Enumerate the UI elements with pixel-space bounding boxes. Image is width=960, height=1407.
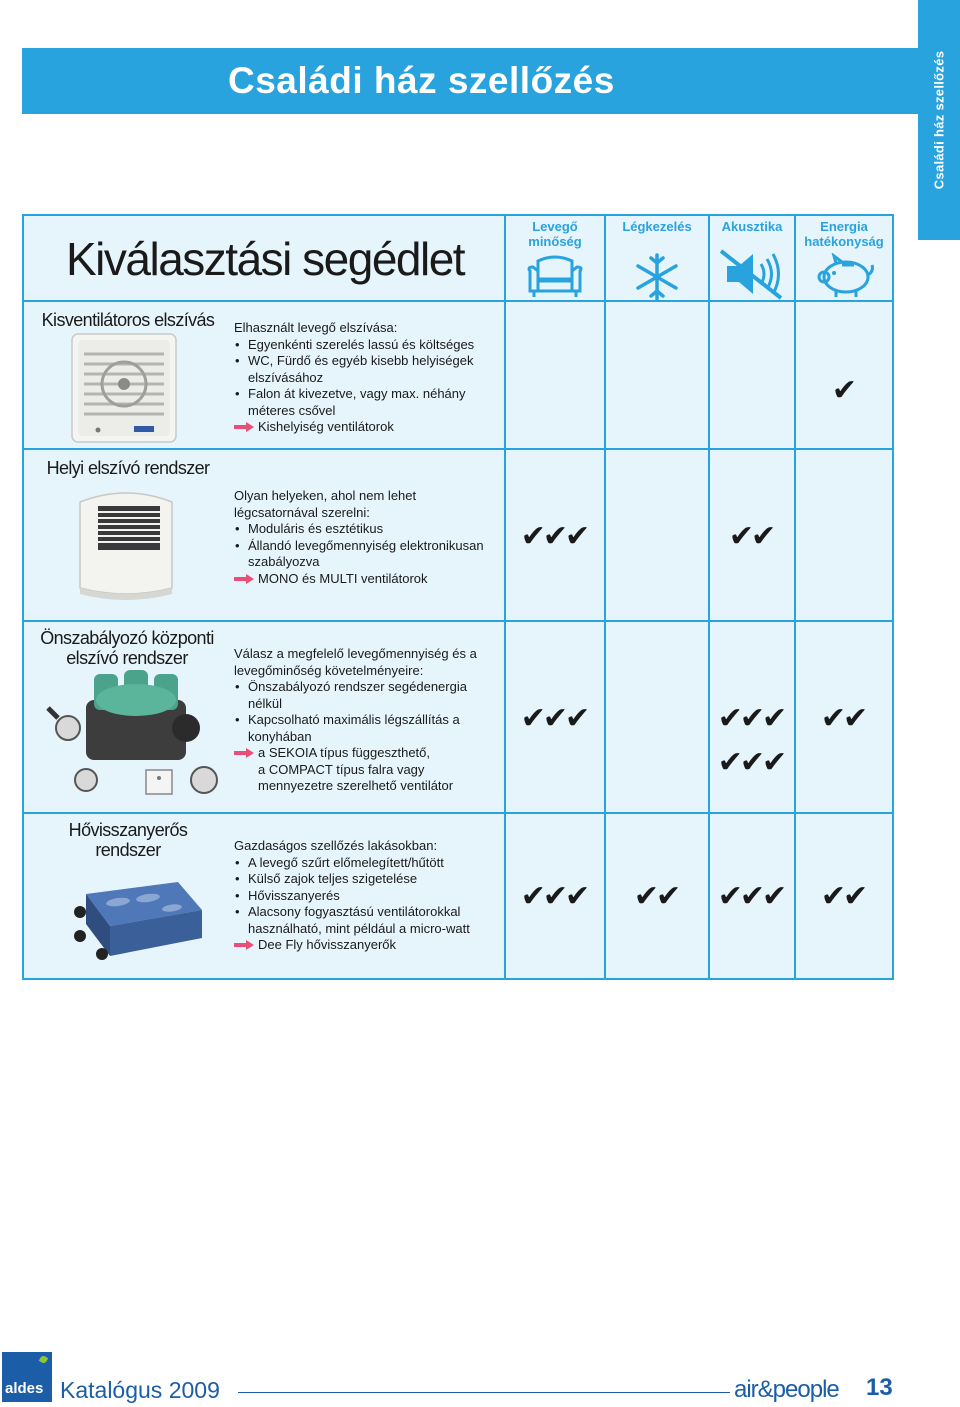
armchair-icon: [524, 253, 586, 299]
leaf-icon: [39, 1355, 49, 1365]
list-item: [234, 871, 470, 888]
description-intro: Gazdaságos szellőzés lakásokban:: [234, 838, 438, 853]
check-air-quality: ✔✔✔: [520, 879, 588, 914]
row-name-line-1: Helyi elszívó rendszer: [46, 458, 210, 478]
check-acoustics: ✔✔: [728, 519, 774, 554]
arrow-right-icon: [234, 574, 254, 584]
row-name: [30, 458, 226, 478]
list-item: [234, 521, 484, 538]
list-item-text: Alacsony fogyasztású ventilátorokkal: [248, 904, 461, 919]
feature-list: [234, 855, 470, 938]
cell-air-handling: [604, 302, 606, 448]
row-name: [30, 820, 226, 860]
small-fan-image: [68, 332, 180, 446]
table-row-heat-recovery: [22, 812, 894, 980]
list-item-text-cont: használható, mint például a micro-watt: [248, 920, 470, 936]
feature-list: [234, 337, 474, 420]
list-item: [234, 353, 474, 386]
banner-title: Családi ház szellőzés: [228, 60, 615, 101]
list-item-text: Falon át kivezetve, vagy max. néhány: [248, 386, 466, 401]
product-reference-text: a SEKOIA típus függeszthető,: [258, 745, 430, 760]
check-acoustics: ✔✔✔: [717, 701, 785, 736]
aldes-logo-text: aldes: [5, 1380, 44, 1397]
check-energy: ✔✔: [820, 879, 866, 914]
table-row-local-extract: [22, 448, 894, 622]
description-intro: Olyan helyeken, ahol nem lehet: [234, 488, 417, 503]
column-label-air-quality-2: minőség: [528, 234, 582, 249]
snowflake-icon: [634, 252, 680, 302]
check-acoustics: ✔✔✔: [717, 879, 785, 914]
list-item: [234, 679, 477, 712]
cell-air-handling: [604, 450, 606, 620]
row-description: [234, 488, 484, 587]
list-item-text: Állandó levegőmennyiség elektronikusan: [248, 537, 484, 553]
list-item-text: Önszabályozó rendszer segédenergia: [248, 679, 467, 694]
arrow-right-icon: [234, 422, 254, 432]
list-item: [234, 337, 474, 354]
product-reference-text: Dee Fly hővisszanyerők: [258, 937, 396, 952]
product-reference: [234, 419, 474, 436]
product-reference: [234, 745, 477, 795]
list-item-text-cont: nélkül: [248, 695, 282, 711]
description-intro-cont: levegőminőség követelményeire:: [234, 662, 424, 678]
column-label-energy-2: hatékonyság: [804, 234, 884, 249]
check-energy: ✔: [831, 373, 855, 408]
catalog-label: Katalógus 2009: [60, 1377, 220, 1403]
piggy-bank-icon: [812, 253, 876, 299]
product-reference: [234, 571, 484, 588]
check-air-handling: ✔✔: [633, 879, 679, 914]
list-item: [234, 538, 484, 571]
title-banner: [22, 48, 918, 114]
list-item-text-cont: méteres csővel: [248, 402, 336, 418]
check-air-quality: ✔✔✔: [520, 701, 588, 736]
main-title: Kiválasztási segédlet: [66, 233, 465, 285]
muted-speaker-icon: [719, 248, 785, 300]
table-row-central-extract: [22, 620, 894, 814]
check-acoustics-extra: ✔✔✔: [717, 745, 785, 780]
product-reference-text: MONO és MULTI ventilátorok: [258, 570, 428, 586]
list-item-text: Külső zajok teljes szigetelése: [248, 871, 418, 886]
side-tab-label: Családi ház szellőzés: [931, 50, 947, 190]
local-extract-fan-image: [72, 488, 180, 600]
list-item: [234, 888, 470, 905]
cell-energy: [794, 450, 796, 620]
row-name-line-1: Kisventilátoros elszívás: [41, 310, 215, 330]
column-header-energy-efficiency: [794, 214, 894, 302]
aldes-logo: [2, 1352, 52, 1402]
product-reference-text: a COMPACT típus falra vagy: [258, 761, 425, 777]
column-header-air-quality: [504, 214, 606, 302]
row-name: [30, 310, 226, 330]
list-item: [234, 712, 477, 745]
description-intro: Elhasznált levegő elszívása:: [234, 320, 398, 335]
list-item-text: WC, Fürdő és egyéb kisebb helyiségek: [248, 353, 474, 368]
list-item-text: Hővisszanyerés: [248, 887, 340, 903]
side-tab: [918, 0, 960, 240]
column-label-air-quality-1: Levegő: [532, 219, 578, 234]
row-name-line-1: Önszabályozó központi: [40, 628, 214, 648]
product-reference: [234, 937, 470, 954]
list-item-text: A levegő szűrt előmelegített/hűtött: [248, 854, 444, 870]
cell-air-handling: [604, 622, 606, 812]
column-label-acoustics: Akusztika: [721, 219, 783, 234]
list-item: [234, 386, 474, 419]
list-item: [234, 855, 470, 872]
description-intro: Válasz a megfelelő levegőmennyiség és a: [234, 646, 477, 661]
table-row-small-fan: [22, 300, 894, 450]
list-item-text-cont: konyhában: [248, 728, 312, 744]
row-name: [24, 628, 230, 668]
footer-divider: [238, 1392, 730, 1393]
central-extract-unit-image: [38, 670, 238, 800]
list-item-text: Kapcsolható maximális légszállítás a: [248, 712, 460, 727]
cell-energy: [794, 302, 796, 448]
column-header-air-handling: [604, 214, 710, 302]
column-label-energy-1: Energia: [820, 219, 868, 234]
list-item-text: Moduláris és esztétikus: [248, 521, 384, 536]
row-description: [234, 320, 474, 436]
row-description: [234, 838, 470, 954]
list-item-text-cont: elszívásához: [248, 369, 324, 385]
row-name-line-2: rendszer: [95, 840, 161, 860]
list-item-text-cont: szabályozva: [248, 554, 320, 569]
row-name-line-1: Hővisszanyerős: [68, 820, 188, 840]
list-item-text: Egyenkénti szerelés lassú és költséges: [248, 336, 475, 352]
heat-recovery-unit-image: [68, 880, 208, 966]
page-number: 13: [866, 1374, 893, 1401]
brand-slogan: air&people: [734, 1376, 839, 1403]
feature-list: [234, 679, 477, 745]
cell-air-quality: [504, 302, 506, 448]
column-label-air-handling: Légkezelés: [622, 219, 692, 234]
main-title-cell: [22, 214, 506, 302]
feature-list: [234, 521, 484, 571]
cell-acoustics: [708, 302, 710, 448]
list-item: [234, 904, 470, 937]
column-header-acoustics: [708, 214, 796, 302]
check-energy: ✔✔: [820, 701, 866, 736]
arrow-right-icon: [234, 940, 254, 950]
product-reference-text: mennyezetre szerelhető ventilátor: [258, 778, 454, 793]
description-intro-cont: légcsatornával szerelni:: [234, 504, 370, 520]
check-air-quality: ✔✔✔: [520, 519, 588, 554]
arrow-right-icon: [234, 748, 254, 758]
row-name-line-2: elszívó rendszer: [66, 648, 188, 668]
product-reference-text: Kishelyiség ventilátorok: [258, 419, 394, 434]
row-description: [234, 646, 477, 795]
